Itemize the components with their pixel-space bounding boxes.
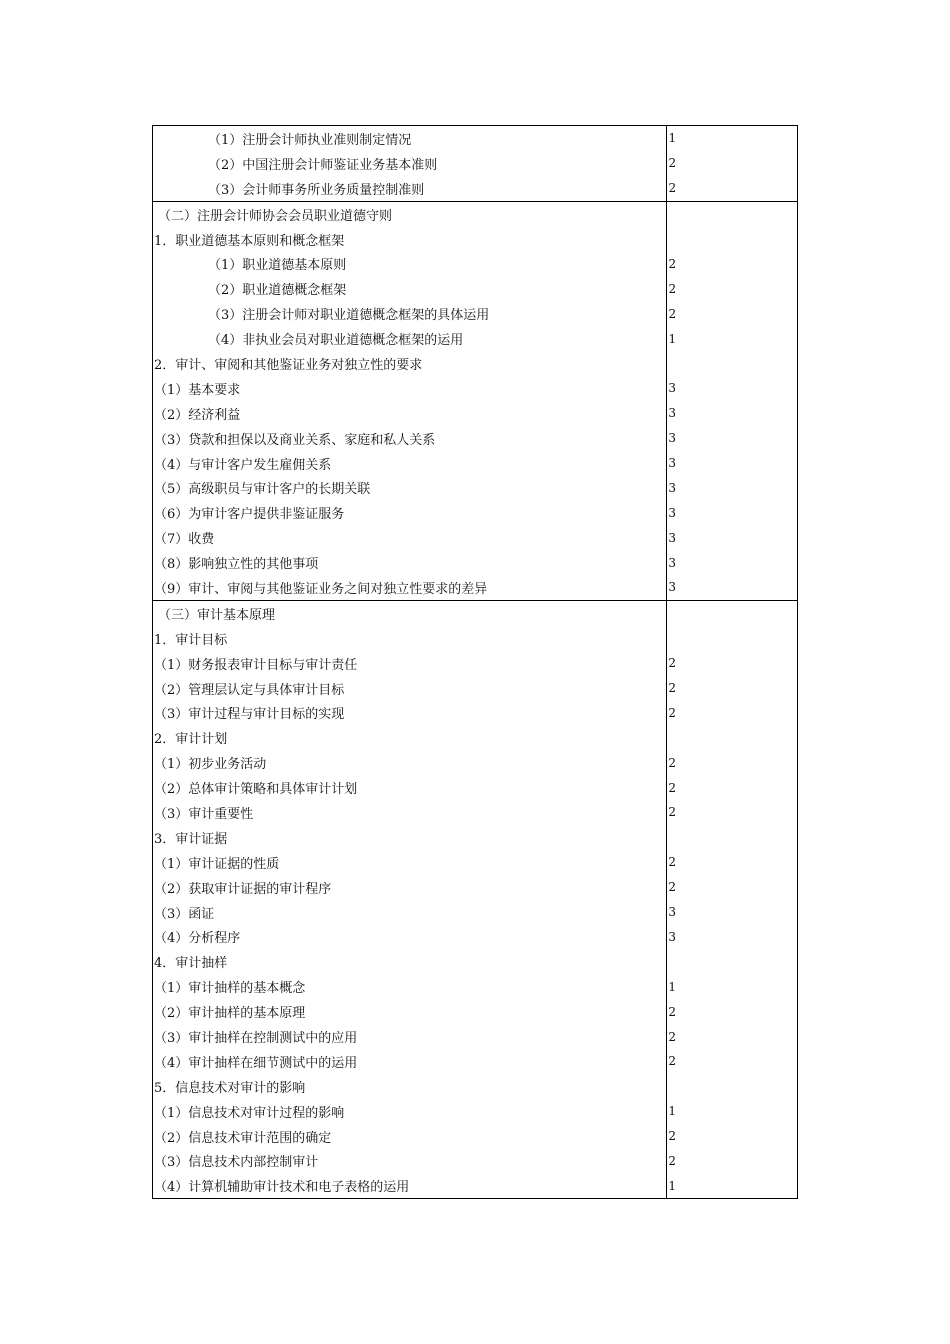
level-cell: 3 bbox=[668, 456, 677, 471]
topic-cell: （2）管理层认定与具体审计目标 bbox=[153, 676, 667, 701]
topic-cell: （4）非执业会员对职业道德概念框架的运用 bbox=[153, 326, 667, 351]
level-cell: 2 bbox=[668, 156, 677, 171]
topic-cell: （3）信息技术内部控制审计 bbox=[153, 1149, 667, 1174]
topic-cell: （2）审计抽样的基本原理 bbox=[153, 999, 667, 1024]
level-cell: 1 bbox=[668, 331, 677, 346]
topic-cell: （3）审计过程与审计目标的实现 bbox=[153, 700, 667, 725]
level-cell: 2 bbox=[668, 1054, 677, 1069]
level-cell: 2 bbox=[668, 880, 677, 895]
table-row bbox=[153, 651, 797, 676]
topic-cell: （8）影响独立性的其他事项 bbox=[153, 550, 667, 575]
table-row bbox=[153, 500, 797, 525]
topic-cell: （2）经济利益 bbox=[153, 401, 667, 426]
level-cell: 2 bbox=[668, 705, 677, 720]
table-row bbox=[153, 1024, 797, 1049]
table-row bbox=[153, 676, 797, 701]
level-cell: 2 bbox=[668, 780, 677, 795]
level-cell: 2 bbox=[668, 656, 677, 671]
table-row bbox=[153, 1074, 797, 1099]
level-cell: 3 bbox=[668, 381, 677, 396]
topic-cell: （3）审计重要性 bbox=[153, 800, 667, 825]
table-row bbox=[153, 151, 797, 176]
table-row bbox=[153, 475, 797, 500]
level-cell: 2 bbox=[668, 855, 677, 870]
table-row bbox=[153, 700, 797, 725]
table-row bbox=[153, 126, 797, 151]
table-row bbox=[153, 974, 797, 999]
table-row bbox=[153, 1124, 797, 1149]
level-cell: 2 bbox=[668, 681, 677, 696]
table-row bbox=[153, 875, 797, 900]
level-cell: 3 bbox=[668, 580, 677, 595]
level-cell bbox=[667, 351, 797, 376]
table-row bbox=[153, 525, 797, 550]
topic-cell: （3）函证 bbox=[153, 900, 667, 925]
table-row bbox=[153, 900, 797, 925]
topic-cell: 4．审计抽样 bbox=[153, 949, 667, 974]
table-row bbox=[153, 750, 797, 775]
level-cell: 3 bbox=[668, 555, 677, 570]
topic-cell: （1）职业道德基本原则 bbox=[153, 251, 667, 276]
table-row bbox=[153, 601, 797, 626]
table-row bbox=[153, 451, 797, 476]
table-row bbox=[153, 550, 797, 575]
level-cell bbox=[667, 227, 797, 252]
level-cell: 2 bbox=[668, 1129, 677, 1144]
syllabus-table bbox=[152, 125, 798, 1199]
level-cell: 1 bbox=[668, 131, 677, 146]
level-cell: 2 bbox=[668, 755, 677, 770]
table-row bbox=[153, 1099, 797, 1124]
table-row bbox=[153, 251, 797, 276]
table-row bbox=[153, 949, 797, 974]
level-cell bbox=[667, 1074, 797, 1099]
table-row bbox=[153, 999, 797, 1024]
level-cell: 3 bbox=[668, 929, 677, 944]
level-cell: 2 bbox=[668, 181, 677, 196]
table-row bbox=[153, 426, 797, 451]
table-row bbox=[153, 202, 797, 227]
table-row bbox=[153, 925, 797, 950]
topic-cell: （1）初步业务活动 bbox=[153, 750, 667, 775]
topic-cell: 1．职业道德基本原则和概念框架 bbox=[153, 227, 667, 252]
level-cell: 2 bbox=[668, 1004, 677, 1019]
topic-cell: （1）审计证据的性质 bbox=[153, 850, 667, 875]
table-row bbox=[153, 276, 797, 301]
topic-cell: 5．信息技术对审计的影响 bbox=[153, 1074, 667, 1099]
table-row bbox=[153, 800, 797, 825]
level-cell: 3 bbox=[668, 480, 677, 495]
topic-cell: （2）职业道德概念框架 bbox=[153, 276, 667, 301]
topic-cell: （三）审计基本原理 bbox=[153, 601, 667, 626]
topic-cell: （6）为审计客户提供非鉴证服务 bbox=[153, 500, 667, 525]
level-cell: 1 bbox=[668, 979, 677, 994]
table-row bbox=[153, 1049, 797, 1074]
topic-cell: （7）收费 bbox=[153, 525, 667, 550]
table-row bbox=[153, 575, 797, 600]
topic-cell: 1．审计目标 bbox=[153, 626, 667, 651]
level-cell: 3 bbox=[668, 431, 677, 446]
level-cell bbox=[667, 949, 797, 974]
topic-cell: （二）注册会计师协会会员职业道德守则 bbox=[153, 202, 667, 227]
topic-cell: （9）审计、审阅与其他鉴证业务之间对独立性要求的差异 bbox=[153, 575, 667, 600]
level-cell: 3 bbox=[668, 505, 677, 520]
level-cell: 2 bbox=[668, 256, 677, 271]
topic-cell: 3．审计证据 bbox=[153, 825, 667, 850]
table-row bbox=[153, 850, 797, 875]
topic-cell: （3）审计抽样在控制测试中的应用 bbox=[153, 1024, 667, 1049]
level-cell: 3 bbox=[668, 406, 677, 421]
topic-cell: （1）审计抽样的基本概念 bbox=[153, 974, 667, 999]
topic-cell: （4）审计抽样在细节测试中的运用 bbox=[153, 1049, 667, 1074]
level-cell: 1 bbox=[668, 1178, 677, 1193]
topic-cell: 2．审计计划 bbox=[153, 725, 667, 750]
topic-cell: （4）计算机辅助审计技术和电子表格的运用 bbox=[153, 1173, 667, 1198]
table-row bbox=[153, 326, 797, 351]
table-row bbox=[153, 227, 797, 252]
table-row bbox=[153, 626, 797, 651]
table-row bbox=[153, 301, 797, 326]
topic-cell: （3）注册会计师对职业道德概念框架的具体运用 bbox=[153, 301, 667, 326]
table-section bbox=[152, 601, 798, 1199]
topic-cell: （2）总体审计策略和具体审计计划 bbox=[153, 775, 667, 800]
topic-cell: （2）中国注册会计师鉴证业务基本准则 bbox=[153, 151, 667, 176]
level-cell: 1 bbox=[668, 1104, 677, 1119]
topic-cell: （1）基本要求 bbox=[153, 376, 667, 401]
level-cell: 2 bbox=[668, 1029, 677, 1044]
topic-cell: （2）信息技术审计范围的确定 bbox=[153, 1124, 667, 1149]
topic-cell: （3）会计师事务所业务质量控制准则 bbox=[153, 176, 667, 201]
table-row bbox=[153, 401, 797, 426]
table-row bbox=[153, 176, 797, 201]
topic-cell: （4）分析程序 bbox=[153, 925, 667, 950]
table-row bbox=[153, 351, 797, 376]
table-row bbox=[153, 1173, 797, 1198]
level-cell: 2 bbox=[668, 805, 677, 820]
topic-cell: （4）与审计客户发生雇佣关系 bbox=[153, 451, 667, 476]
table-row bbox=[153, 725, 797, 750]
topic-cell: 2．审计、审阅和其他鉴证业务对独立性的要求 bbox=[153, 351, 667, 376]
level-cell: 3 bbox=[668, 905, 677, 920]
level-cell bbox=[667, 825, 797, 850]
level-cell: 2 bbox=[668, 281, 677, 296]
topic-cell: （1）注册会计师执业准则制定情况 bbox=[153, 126, 667, 151]
level-cell bbox=[667, 626, 797, 651]
topic-cell: （2）获取审计证据的审计程序 bbox=[153, 875, 667, 900]
table-section bbox=[152, 125, 798, 202]
level-cell bbox=[667, 601, 797, 626]
level-cell bbox=[667, 725, 797, 750]
topic-cell: （5）高级职员与审计客户的长期关联 bbox=[153, 475, 667, 500]
table-row bbox=[153, 376, 797, 401]
level-cell: 2 bbox=[668, 1153, 677, 1168]
table-row bbox=[153, 775, 797, 800]
level-cell bbox=[667, 202, 797, 227]
topic-cell: （1）信息技术对审计过程的影响 bbox=[153, 1099, 667, 1124]
topic-cell: （3）贷款和担保以及商业关系、家庭和私人关系 bbox=[153, 426, 667, 451]
topic-cell: （1）财务报表审计目标与审计责任 bbox=[153, 651, 667, 676]
level-cell: 3 bbox=[668, 530, 677, 545]
table-section bbox=[152, 202, 798, 601]
table-row bbox=[153, 1149, 797, 1174]
table-row bbox=[153, 825, 797, 850]
level-cell: 2 bbox=[668, 306, 677, 321]
